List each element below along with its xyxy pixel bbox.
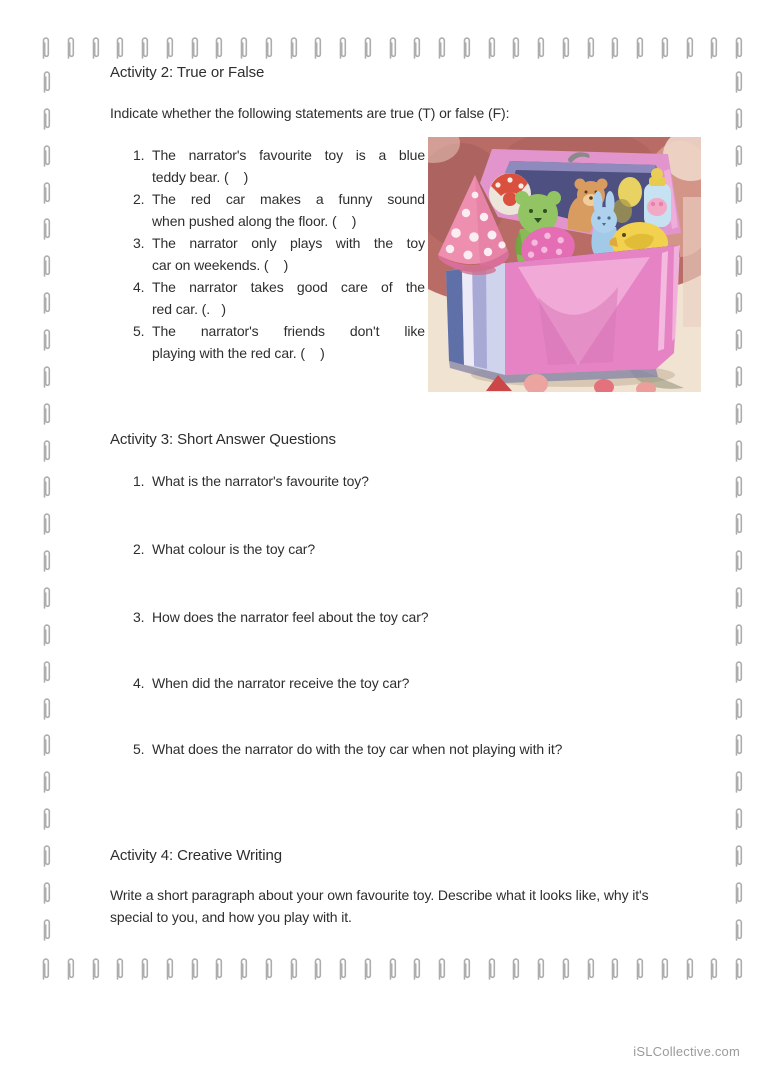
paperclip-icon [733, 179, 744, 206]
paperclip-icon [263, 34, 274, 61]
question-text: What is the narrator's favourite toy? [152, 473, 369, 489]
paperclip-icon [213, 34, 224, 61]
paperclip-icon [733, 768, 744, 795]
question-number: 3. [133, 609, 145, 625]
paperclip-border-left [41, 68, 52, 943]
paperclip-icon [535, 34, 546, 61]
paperclip-icon [733, 621, 744, 648]
paperclip-icon [41, 105, 52, 132]
question-text: How does the narrator feel about the toy car? [152, 609, 429, 625]
item-text-line1: The narrator's favourite toy is a blue [152, 147, 425, 163]
paperclip-icon [733, 326, 744, 353]
paperclip-icon [139, 34, 150, 61]
paperclip-icon [41, 437, 52, 464]
paperclip-icon [733, 879, 744, 906]
true-false-list [133, 144, 425, 364]
paperclip-icon [288, 34, 299, 61]
question-number: 2. [133, 541, 145, 557]
paperclip-icon [41, 400, 52, 427]
paperclip-icon [139, 955, 150, 982]
paperclip-icon [41, 658, 52, 685]
paperclip-icon [733, 916, 744, 943]
paperclip-icon [41, 916, 52, 943]
paperclip-icon [461, 34, 472, 61]
paperclip-icon [560, 955, 571, 982]
paperclip-icon [41, 473, 52, 500]
paperclip-icon [387, 34, 398, 61]
paperclip-icon [164, 955, 175, 982]
paperclip-icon [288, 955, 299, 982]
paperclip-icon [733, 955, 744, 982]
item-text-line2: teddy bear. ( ) [152, 169, 249, 185]
item-text-line2: red car. (. ) [152, 301, 226, 317]
paperclip-icon [733, 584, 744, 611]
paperclip-icon [634, 955, 645, 982]
paperclip-icon [41, 363, 52, 390]
paperclip-icon [114, 34, 125, 61]
paperclip-border-right [733, 68, 744, 943]
paperclip-icon [41, 510, 52, 537]
paperclip-icon [387, 955, 398, 982]
paperclip-icon [684, 34, 695, 61]
paperclip-icon [213, 955, 224, 982]
item-text-line1: The narrator's friends don't like [152, 323, 425, 339]
paperclip-border-bottom [40, 955, 744, 982]
paperclip-icon [733, 34, 744, 61]
paperclip-icon [585, 34, 596, 61]
paperclip-icon [733, 215, 744, 242]
paperclip-icon [733, 658, 744, 685]
item-text-line2: when pushed along the floor. ( ) [152, 213, 357, 229]
question-item [133, 672, 713, 694]
question-number: 1. [133, 473, 145, 489]
true-false-item [133, 144, 425, 188]
true-false-item [133, 276, 425, 320]
paperclip-icon [461, 955, 472, 982]
paperclip-icon [733, 473, 744, 500]
item-text-line1: The narrator takes good care of the [152, 279, 425, 295]
paperclip-icon [733, 400, 744, 427]
paperclip-icon [189, 34, 200, 61]
paperclip-icon [609, 34, 620, 61]
paperclip-icon [733, 842, 744, 869]
paperclip-icon [41, 215, 52, 242]
paperclip-icon [41, 584, 52, 611]
paperclip-icon [312, 34, 323, 61]
question-text: What colour is the toy car? [152, 541, 316, 557]
paperclip-icon [486, 34, 497, 61]
item-text-line1: The red car makes a funny sound [152, 191, 425, 207]
paperclip-icon [659, 955, 670, 982]
paperclip-icon [41, 326, 52, 353]
item-number: 4. [133, 279, 145, 295]
paperclip-icon [733, 437, 744, 464]
item-number: 1. [133, 147, 145, 163]
paperclip-icon [362, 955, 373, 982]
question-item [133, 738, 713, 760]
paperclip-icon [733, 805, 744, 832]
paperclip-icon [609, 955, 620, 982]
paperclip-icon [411, 955, 422, 982]
item-text-line1: The narrator only plays with the toy [152, 235, 425, 251]
paperclip-icon [733, 68, 744, 95]
paperclip-icon [708, 34, 719, 61]
paperclip-icon [510, 34, 521, 61]
paperclip-icon [41, 879, 52, 906]
question-item [133, 606, 713, 628]
paperclip-icon [114, 955, 125, 982]
item-number: 2. [133, 191, 145, 207]
paperclip-icon [189, 955, 200, 982]
item-number: 3. [133, 235, 145, 251]
paperclip-icon [733, 695, 744, 722]
true-false-item [133, 320, 425, 364]
paperclip-icon [436, 955, 447, 982]
activity2-instruction: Indicate whether the following statements are true (T) or false (F): [110, 105, 510, 121]
paperclip-icon [733, 731, 744, 758]
question-number: 4. [133, 675, 145, 691]
item-text-line2: car on weekends. ( ) [152, 257, 289, 273]
paperclip-icon [486, 955, 497, 982]
question-item [133, 538, 713, 560]
paperclip-icon [733, 510, 744, 537]
paperclip-icon [65, 34, 76, 61]
paperclip-icon [411, 34, 422, 61]
paperclip-icon [337, 34, 348, 61]
paperclip-icon [41, 621, 52, 648]
paperclip-icon [510, 955, 521, 982]
item-number: 5. [133, 323, 145, 339]
paperclip-icon [733, 289, 744, 316]
paperclip-icon [41, 731, 52, 758]
paperclip-icon [684, 955, 695, 982]
paperclip-icon [560, 34, 571, 61]
paperclip-icon [312, 955, 323, 982]
paperclip-icon [41, 142, 52, 169]
paperclip-icon [733, 252, 744, 279]
paperclip-icon [41, 695, 52, 722]
paperclip-icon [41, 252, 52, 279]
paperclip-icon [634, 34, 645, 61]
paperclip-border-top [40, 34, 744, 61]
paperclip-icon [41, 179, 52, 206]
paperclip-icon [263, 955, 274, 982]
paperclip-icon [436, 34, 447, 61]
paperclip-icon [41, 805, 52, 832]
paperclip-icon [733, 105, 744, 132]
paperclip-icon [659, 34, 670, 61]
paperclip-icon [585, 955, 596, 982]
paperclip-icon [733, 363, 744, 390]
paperclip-icon [90, 34, 101, 61]
paperclip-icon [40, 34, 51, 61]
activity3-heading: Activity 3: Short Answer Questions [110, 431, 336, 448]
paperclip-icon [41, 842, 52, 869]
paperclip-icon [708, 955, 719, 982]
paperclip-icon [238, 34, 249, 61]
paperclip-icon [41, 547, 52, 574]
activity4-prompt: Write a short paragraph about your own favourite toy. Describe what it looks like, why it's special to you, and how you play with it. [110, 887, 649, 925]
paperclip-icon [90, 955, 101, 982]
question-number: 5. [133, 741, 145, 757]
paperclip-icon [41, 289, 52, 316]
paperclip-icon [238, 955, 249, 982]
paperclip-icon [337, 955, 348, 982]
paperclip-icon [362, 34, 373, 61]
paperclip-icon [535, 955, 546, 982]
paperclip-icon [41, 68, 52, 95]
activity4-heading: Activity 4: Creative Writing [110, 847, 282, 864]
paperclip-icon [733, 547, 744, 574]
paperclip-icon [65, 955, 76, 982]
true-false-item [133, 188, 425, 232]
question-item [133, 470, 713, 492]
true-false-item [133, 232, 425, 276]
paperclip-icon [164, 34, 175, 61]
activity2-heading: Activity 2: True or False [110, 64, 265, 81]
islcollective-watermark: iSLCollective.com [633, 1044, 740, 1059]
question-text: When did the narrator receive the toy car? [152, 675, 410, 691]
paperclip-icon [733, 142, 744, 169]
paperclip-icon [40, 955, 51, 982]
item-text-line2: playing with the red car. ( ) [152, 345, 325, 361]
toy-chest-illustration [428, 137, 701, 392]
paperclip-icon [41, 768, 52, 795]
question-text: What does the narrator do with the toy car when not playing with it? [152, 741, 563, 757]
